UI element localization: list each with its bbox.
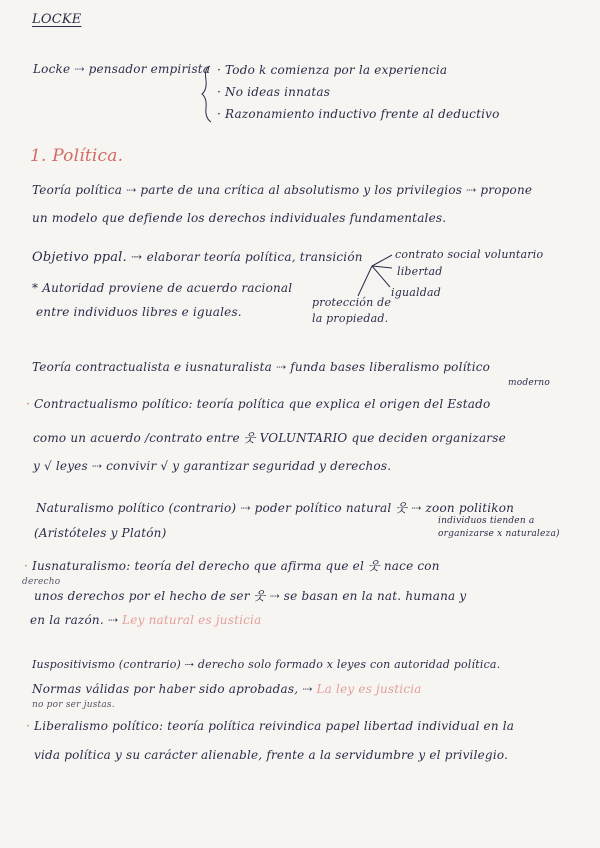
iuspos-line-2 [32, 682, 422, 696]
lib-line-1 [26, 719, 514, 733]
contrac-def-3 [33, 459, 391, 473]
intro-descriptor: pensador empirista [88, 62, 211, 76]
arrow-icon: ⇢ [466, 183, 477, 197]
intro-subject [33, 62, 210, 76]
bullet-icon: · [26, 719, 31, 733]
arrow-icon: ⇢ [126, 183, 137, 197]
person-icon: 웃 [253, 589, 266, 603]
ius-line-1 [24, 557, 440, 574]
ius-text: Iusnaturalismo: teoría del derecho que afirma que el [32, 559, 365, 573]
arrow-icon: ⇢ [131, 250, 143, 265]
objetivo-label: Objetivo ppal. [32, 250, 127, 265]
person-icon: 웃 [368, 559, 380, 573]
section-heading: 1. Política. [30, 146, 124, 166]
teoria-text: parte de una crítica al absolutismo y los privilegios [140, 183, 463, 197]
natural-note-1: individuos tienden a [438, 516, 535, 526]
iuspos-line-1 [32, 658, 500, 671]
arrow-icon: ⇢ [91, 459, 103, 473]
natural-label: Naturalismo político (contrario) [36, 501, 237, 515]
arrow-icon: ⇢ [275, 360, 287, 374]
proteccion-line-2: la propiedad. [312, 312, 389, 325]
ius-text: en la razón. [30, 613, 104, 627]
iuspos-text: derecho solo formado x leyes con autoridad política. [197, 658, 501, 671]
contrac-def-text: convivir √ y garantizar seguridad y derechos. [106, 459, 392, 473]
arrow-icon: ⇢ [302, 682, 313, 696]
person-icon: 웃 [395, 501, 408, 515]
arrow-icon: ⇢ [240, 501, 251, 515]
natural-text: poder político natural [254, 501, 392, 515]
ius-text: se basan en la nat. humana y [283, 589, 467, 603]
intro-point-3: · Razonamiento inductivo frente al deductivo [217, 107, 500, 121]
natural-note-2: organizarse x naturaleza) [438, 529, 560, 539]
arrow-icon: ⇢ [74, 62, 85, 76]
intro-point-text: Todo k comienza por la experiencia [225, 63, 448, 77]
ius-highlight: Ley natural es justicia [122, 613, 262, 627]
teoria-label: Teoría política [32, 183, 123, 197]
lib-line-2: vida política y su carácter alienable, frente a la servidumbre y el privilegio. [34, 748, 509, 762]
person-icon: 웃 [243, 431, 256, 445]
autoridad-line-2: entre individuos libres e iguales. [36, 305, 242, 319]
arrow-icon: ⇢ [411, 501, 422, 515]
contrac-def-text: y √ leyes [33, 459, 88, 473]
contrac-def-text: como un acuerdo /contrato entre [33, 431, 240, 445]
page-title: LOCKE [32, 12, 82, 27]
objetivo-text: elaborar teoría política, transición [146, 250, 363, 264]
lib-text: Liberalismo político: teoría política reivindica papel libertad individual en la [34, 719, 515, 733]
arrow-icon: ⇢ [107, 613, 119, 627]
contract-text: funda bases liberalismo político [290, 360, 491, 374]
intro-point-text: No ideas innatas [225, 85, 331, 99]
natural-line-2: (Aristóteles y Platón) [34, 526, 167, 540]
iuspos-label: Iuspositivismo (contrario) [32, 658, 182, 671]
ius-line-2 [34, 587, 466, 604]
moderno-note: moderno [508, 378, 550, 388]
contrac-def-text: VOLUNTARIO que deciden organizarse [259, 431, 506, 445]
contract-line [32, 360, 490, 374]
ius-text: unos derechos por el hecho de ser [34, 589, 250, 603]
arrow-icon: ⇢ [184, 658, 195, 671]
ius-line-3 [30, 613, 261, 627]
objetivo-line [32, 250, 363, 265]
contrac-def-text: Contractualismo político: teoría política que explica el origen del Estado [34, 397, 491, 411]
teoria-line-2: un modelo que defiende los derechos individuales fundamentales. [32, 211, 447, 225]
iuspos-line-3: no por ser justas. [32, 700, 115, 710]
natural-line-1 [36, 499, 514, 516]
intro-subject-text: Locke [33, 62, 71, 76]
branch-libertad: libertad [397, 265, 443, 278]
contrac-def-1 [26, 397, 490, 411]
bullet-icon: · [26, 397, 31, 411]
ius-derecho-note: derecho [22, 577, 61, 587]
teoria-propone: propone [480, 183, 533, 197]
iuspos-highlight: La ley es justicia [316, 682, 422, 696]
zoon-politikon: zoon politikon [425, 501, 515, 515]
intro-point-2: · No ideas innatas [217, 85, 331, 99]
autoridad-line-1: * Autoridad proviene de acuerdo racional [32, 281, 293, 295]
arrow-icon: ⇢ [269, 589, 280, 603]
intro-point-text: Razonamiento inductivo frente al deductivo [225, 107, 500, 121]
iuspos-text: Normas válidas por haber sido aprobadas, [32, 682, 299, 696]
proteccion-line-1: protección de [312, 296, 392, 309]
ius-text: nace con [383, 559, 440, 573]
contract-label: Teoría contractualista e iusnaturalista [32, 360, 272, 374]
teoria-line-1 [32, 183, 532, 197]
intro-point-1: · Todo k comienza por la experiencia [217, 63, 448, 77]
branch-contrato: contrato social voluntario [395, 248, 544, 261]
branch-igualdad: igualdad [391, 286, 441, 299]
contrac-def-2 [33, 429, 506, 446]
bullet-icon: · [24, 559, 29, 573]
